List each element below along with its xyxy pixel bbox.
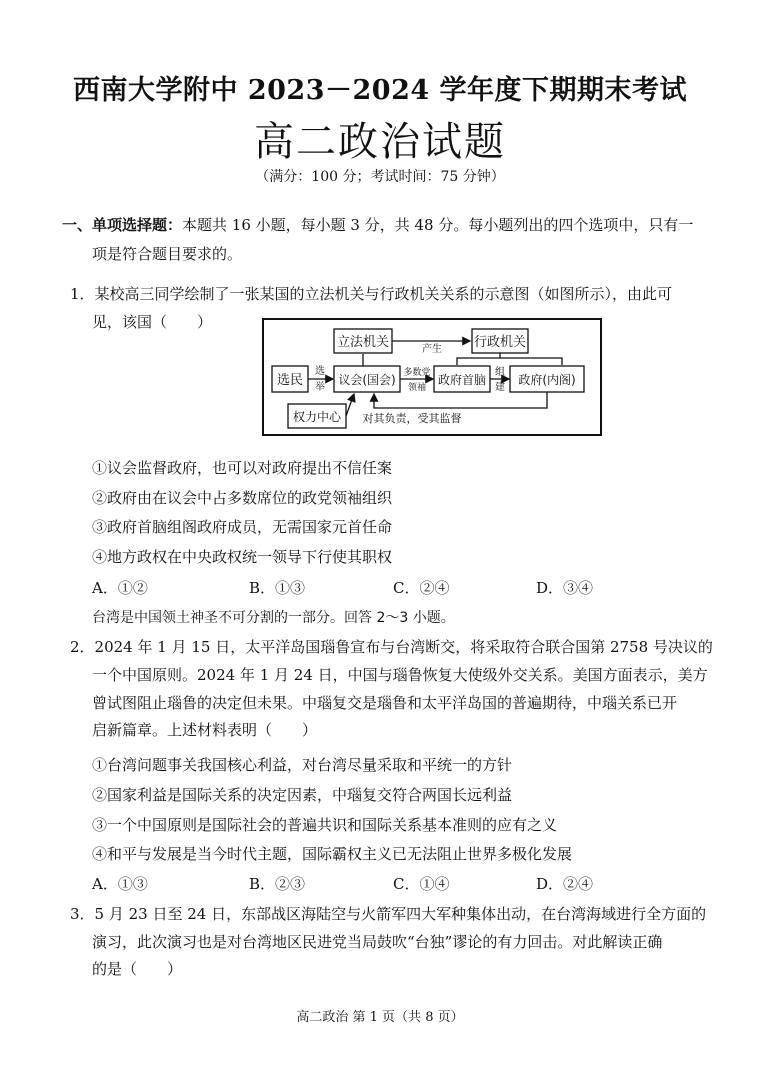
exam-title: 西南大学附中 2023－2024 学年度下期期末考试 xyxy=(72,75,688,106)
q2-option-d[interactable]: D．②④ xyxy=(536,875,594,893)
label-parliament: 议会(国会) xyxy=(338,373,396,387)
label-form-2: 建 xyxy=(495,382,505,393)
label-majority-2: 领袖 xyxy=(407,383,427,393)
label-responsible: 对其负责，受其监督 xyxy=(362,412,462,425)
q1-option-b[interactable]: B．①③ xyxy=(249,579,306,597)
label-cabinet: 政府(内阁) xyxy=(518,373,576,387)
q1-item-2: ②政府由在议会中占多数席位的政党领袖组织 xyxy=(92,489,393,507)
q3-number: 3． xyxy=(70,905,95,923)
q3-stem-line1 xyxy=(70,904,706,924)
q3-stem-line3: 的是（ ） xyxy=(92,960,183,978)
link-power-center xyxy=(346,394,354,416)
passage-intro: 台湾是中国领土神圣不可分割的一部分。回答 2～3 小题。 xyxy=(92,610,455,626)
section-heading: 一、单项选择题： xyxy=(62,216,183,234)
q3-stem-1: 5 月 23 日至 24 日，东部战区海陆空与火箭军四大军种集体出动，在台湾海域进行全方面的 xyxy=(94,905,707,923)
q2-stem-line1 xyxy=(70,637,713,657)
q2-item-2: ②国家利益是国际关系的决定因素，中瑙复交符合两国长远利益 xyxy=(92,786,513,804)
q2-stem-line4: 启新篇章。上述材料表明（ ） xyxy=(92,721,318,739)
exam-info: （满分：100 分；考试时间：75 分钟） xyxy=(255,169,505,185)
q2-item-4: ④和平与发展是当今时代主题，国际霸权主义已无法阻止世界多极化发展 xyxy=(92,845,573,863)
section-desc-2: 项是符合题目要求的。 xyxy=(92,245,243,263)
q2-number: 2． xyxy=(70,638,95,656)
q2-stem-1: 2024 年 1 月 15 日，太平洋岛国瑙鲁宣布与台湾断交，将采取符合联合国第 2758 号决议的 xyxy=(94,638,713,656)
label-form-1: 组 xyxy=(495,367,505,378)
q1-item-3: ③政府首脑组阁政府成员，无需国家元首任命 xyxy=(92,518,393,536)
q3-stem-line2: 演习，此次演习也是对台湾地区民进党当局鼓吹“台独”谬论的有力回击。对此解读正确 xyxy=(92,933,663,951)
q1-item-1: ①议会监督政府，也可以对政府提出不信任案 xyxy=(92,459,393,477)
label-voters: 选民 xyxy=(276,373,304,388)
page-footer: 高二政治 第 1 页（共 8 页） xyxy=(296,1010,464,1025)
q2-stem-line2: 一个中国原则。2024 年 1 月 24 日，中国与瑙鲁恢复大使级外交关系。美国方面表示，美方 xyxy=(92,666,708,684)
q1-number: 1． xyxy=(70,285,95,303)
q1-item-4: ④地方政权在中央政权统一领导下行使其职权 xyxy=(92,548,393,566)
section-desc: 本题共 16 小题，每小题 3 分，共 48 分。每小题列出的四个选项中，只有一 xyxy=(182,216,694,234)
q1-stem-line1 xyxy=(70,284,672,304)
q2-item-1: ①台湾问题事关我国核心利益，对台湾尽量采取和平统一的方针 xyxy=(92,756,513,774)
label-majority-1: 多数党 xyxy=(403,368,431,378)
q2-option-a[interactable]: A．①③ xyxy=(92,875,148,893)
label-power-center: 权力中心 xyxy=(292,410,342,424)
label-head: 政府首脑 xyxy=(437,373,487,387)
label-produce: 产生 xyxy=(422,344,442,355)
q2-item-3: ③一个中国原则是国际社会的普遍共识和国际关系基本准则的应有之义 xyxy=(92,816,558,834)
q1-stem-line2: 见，该国（ ） xyxy=(92,313,213,331)
section-heading-line xyxy=(62,215,693,235)
q2-option-b[interactable]: B．②③ xyxy=(249,875,306,893)
q2-option-c[interactable]: C．①④ xyxy=(393,875,450,893)
subject-title: 高二政治试题 xyxy=(254,119,506,165)
label-elect-2: 举 xyxy=(315,382,325,393)
arrow-responsible xyxy=(374,392,547,408)
bracket-executive xyxy=(457,358,562,365)
label-executive: 行政机关 xyxy=(473,335,527,350)
label-elect-1: 选 xyxy=(315,366,325,377)
q1-stem: 某校高三同学绘制了一张某国的立法机关与行政机关关系的示意图（如图所示），由此可 xyxy=(94,285,673,303)
label-legislature: 立法机关 xyxy=(336,335,390,350)
legislature-executive-diagram xyxy=(262,318,602,436)
q1-option-c[interactable]: C．②④ xyxy=(393,579,450,597)
q1-option-a[interactable]: A．①② xyxy=(92,579,148,597)
q1-option-d[interactable]: D．③④ xyxy=(536,579,594,597)
q2-stem-line3: 曾试图阻止瑙鲁的决定但未果。中瑙复交是瑙鲁和太平洋岛国的普遍期待，中瑙关系已开 xyxy=(92,694,678,712)
